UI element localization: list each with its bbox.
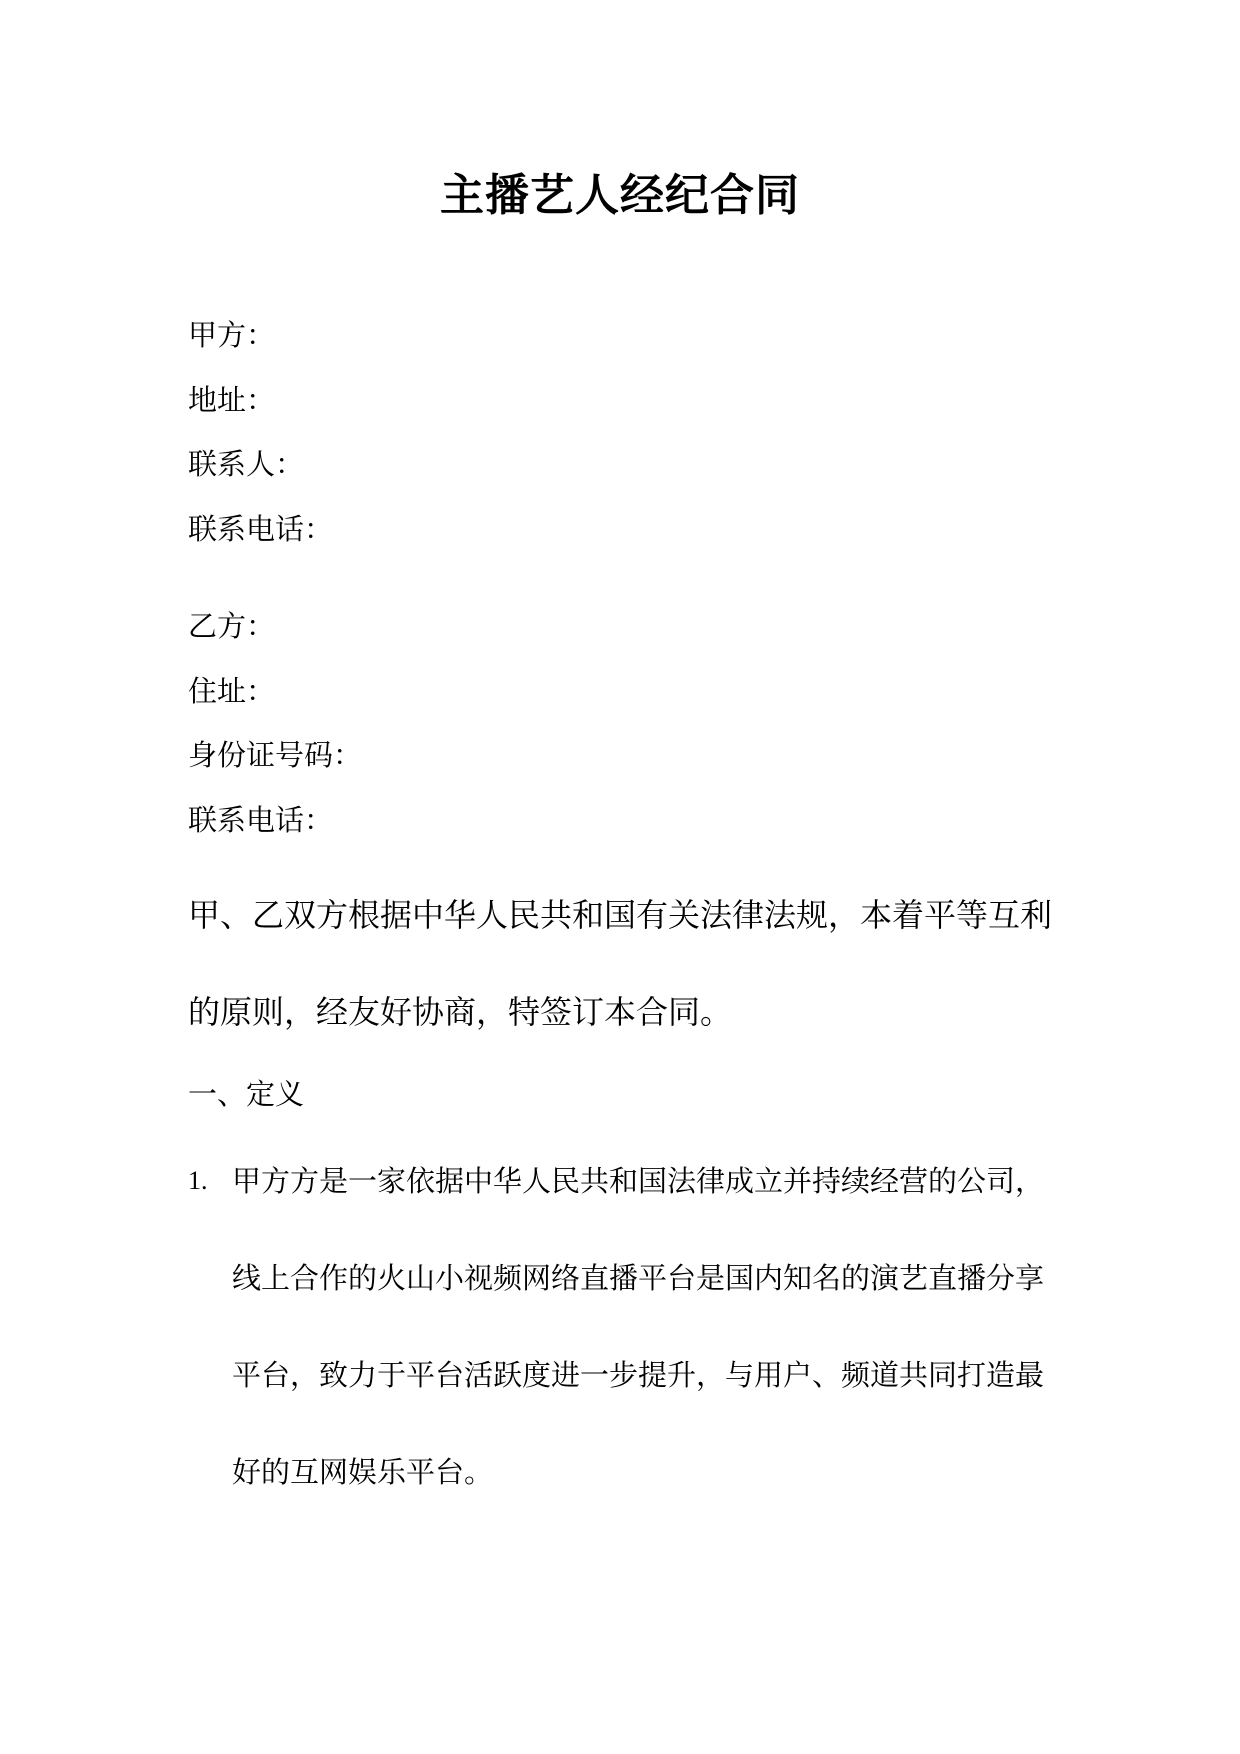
intro-line-2: 的原则，经友好协商，特签订本合同。 [188,993,733,1031]
list-item-line-3: 平台，致力于平台活跃度进一步提升，与用户、频道共同打造最 [232,1358,1045,1392]
party-b-name-label: 乙方： [188,609,276,643]
party-a-name-label: 甲方： [188,318,276,352]
party-b-id-label: 身份证号码： [188,738,363,772]
party-a-phone-label: 联系电话： [188,512,334,546]
party-b-phone-label: 联系电话： [188,803,334,837]
list-item-line-4: 好的互网娱乐平台。 [232,1455,494,1489]
list-item-line-2: 线上合作的火山小视频网络直播平台是国内知名的演艺直播分享 [232,1261,1045,1295]
party-b-address-label: 住址： [188,674,276,708]
section-heading-definitions: 一、定义 [188,1077,305,1111]
list-item-line-1: 甲方方是一家依据中华人民共和国法律成立并持续经营的公司， [232,1164,1045,1198]
intro-line-1: 甲、乙双方根据中华人民共和国有关法律法规，本着平等互利 [188,896,1053,934]
party-a-address-label: 地址： [188,383,276,417]
document-title: 主播艺人经纪合同 [440,170,800,221]
list-item-number: 1. [188,1166,208,1195]
party-a-contact-label: 联系人： [188,447,305,481]
